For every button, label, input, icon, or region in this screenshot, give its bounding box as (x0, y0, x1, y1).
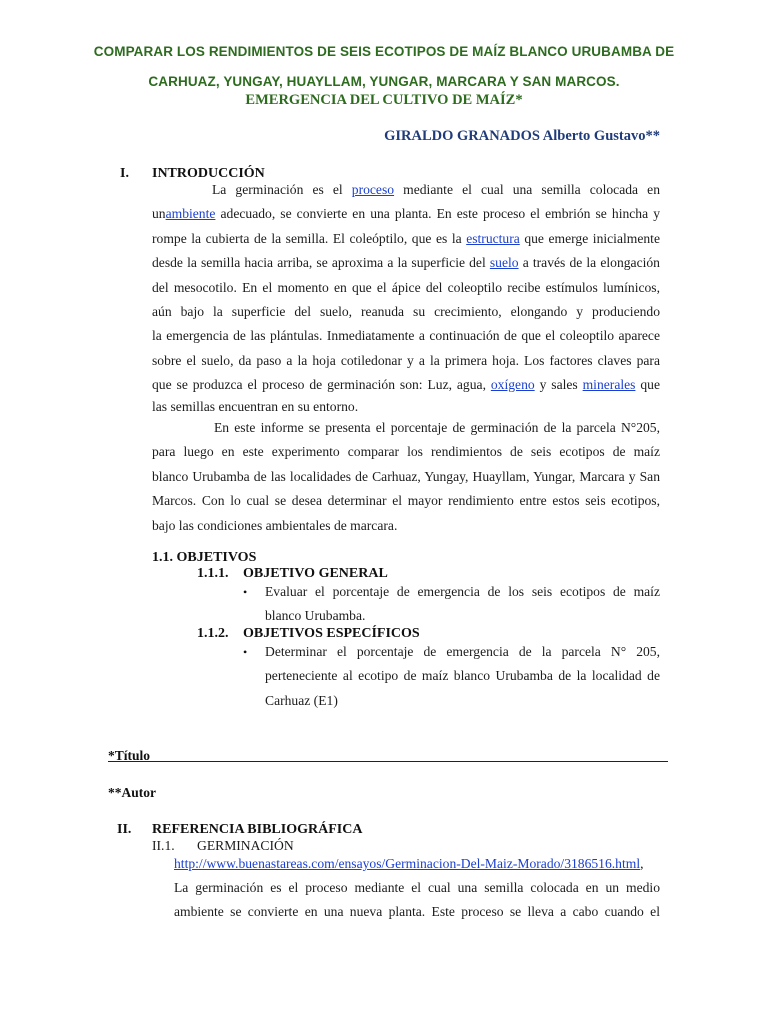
referencia-line: La germinación es el proceso mediante el cual una semilla colocada en un medio (174, 880, 660, 895)
intro-text: a través de la elongación (522, 255, 660, 271)
author-name: GIRALDO GRANADOS Alberto Gustavo** (384, 128, 660, 144)
intro-line: del mesocotilo. En el momento en que el ápice del coleoptilo recibe estímulos lumínicos, (152, 279, 660, 295)
link-proceso[interactable]: proceso (351, 182, 395, 197)
referencia-paragraph (174, 876, 660, 925)
reference-url-link[interactable]: http://www.buenastareas.com/ensayos/Germinacion-Del-Maiz-Morado/3186516.html (174, 856, 641, 871)
link-suelo[interactable]: suelo (489, 255, 519, 271)
objetivo-general-number: 1.1.1. (197, 566, 229, 581)
objetivos-especificos-heading: OBJETIVOS ESPECÍFICOS (243, 626, 420, 641)
section-number-intro: I. (120, 166, 129, 181)
link-ambiente[interactable]: ambiente (165, 206, 216, 222)
objetivo-line: perteneciente al ecotipo de maíz blanco Urubamba de la localidad de (265, 668, 660, 684)
reference-url-line (174, 855, 644, 873)
intro-text: rompe la cubierta de la semilla. El coleóptilo, que es la (152, 230, 462, 246)
objetivo-general-text (265, 580, 660, 629)
title-line-2: CARHUAZ, YUNGAY, HUAYLLAM, YUNGAR, MARCARA Y SAN MARCOS. (148, 74, 620, 89)
intro-line: bajo las condiciones ambientales de marcara. (152, 517, 398, 533)
objetivo-line: Carhuaz (E1) (265, 692, 338, 708)
intro-text: que emerge inicialmente (524, 230, 660, 246)
section-number-referencia: II. (117, 822, 132, 837)
subtitle: EMERGENCIA DEL CULTIVO DE MAÍZ* (245, 92, 523, 108)
intro-line: aún bajo la superficie del suelo, reanuda su crecimiento, elongando y produciendo (152, 304, 660, 320)
url-comma: , (640, 856, 644, 871)
intro-line: la emergencia de las plántulas. Inmediatamente a continuación de que el coleoptilo aparece (152, 328, 660, 344)
intro-text: que (640, 377, 660, 393)
section-heading-intro: INTRODUCCIÓN (152, 166, 265, 181)
intro-line: sobre el suelo, da paso a la hoja cotiledonar y a la primera hoja. Los factores claves para (152, 352, 660, 368)
section-heading-referencia: REFERENCIA BIBLIOGRÁFICA (152, 822, 363, 837)
intro-line: blanco Urubamba de las localidades de Carhuaz, Yungay, Huayllam, Yungar, Marcara y San (152, 468, 660, 484)
footnote-titulo: *Título (108, 748, 151, 763)
intro-text: La germinación es el (212, 182, 343, 197)
objetivo-line: blanco Urubamba. (265, 608, 366, 624)
subsection-heading-germinacion: GERMINACIÓN (197, 838, 294, 853)
subsection-number-germinacion: II.1. (152, 838, 175, 853)
intro-line: para luego en este experimento comparar los rendimientos de seis ecotipos de maíz (152, 444, 660, 460)
bullet-icon: • (243, 645, 248, 659)
objetivo-line: Evaluar el porcentaje de emergencia de los seis ecotipos de maíz (265, 584, 660, 599)
title-line-1: COMPARAR LOS RENDIMIENTOS DE SEIS ECOTIPOS DE MAÍZ BLANCO URUBAMBA DE (93, 44, 675, 59)
intro-text: que se produzca el proceso de germinación son: Luz, agua, (152, 377, 486, 393)
intro-text: desde la semilla hacia arriba, se aproxima a la superficie del (152, 255, 486, 271)
link-estructura[interactable]: estructura (466, 230, 520, 246)
intro-text: un (152, 206, 166, 222)
intro-text: y sales (539, 377, 578, 393)
link-minerales[interactable]: minerales (582, 377, 636, 393)
intro-line: En este informe se presenta el porcentaje de germinación de la parcela N°205, (214, 420, 660, 435)
intro-line: Marcos. Con lo cual se desea determinar el mayor rendimiento entre estos seis ecotipos, (152, 493, 660, 509)
intro-paragraph-2 (152, 416, 660, 538)
referencia-line: ambiente se convierte en una nueva planta. Este proceso se lleva a cabo cuando el (174, 904, 660, 920)
intro-line: las semillas encuentran en su entorno. (152, 398, 359, 414)
objetivos-heading: 1.1. OBJETIVOS (152, 550, 257, 565)
intro-text: adecuado, se convierte en una planta. En este proceso el embrión se hincha y (220, 206, 661, 222)
intro-paragraph-1 (152, 178, 660, 415)
objetivos-especificos-text (265, 640, 660, 713)
objetivos-especificos-number: 1.1.2. (197, 626, 229, 641)
bullet-icon: • (243, 585, 248, 599)
objetivo-line: Determinar el porcentaje de emergencia de la parcela N° 205, (265, 644, 660, 659)
link-oxigeno[interactable]: oxígeno (490, 377, 535, 393)
footnote-divider (108, 761, 668, 762)
intro-text: mediante el cual una semilla colocada en (403, 182, 660, 197)
footnote-autor: **Autor (108, 785, 156, 800)
objetivo-general-heading: OBJETIVO GENERAL (243, 566, 388, 581)
